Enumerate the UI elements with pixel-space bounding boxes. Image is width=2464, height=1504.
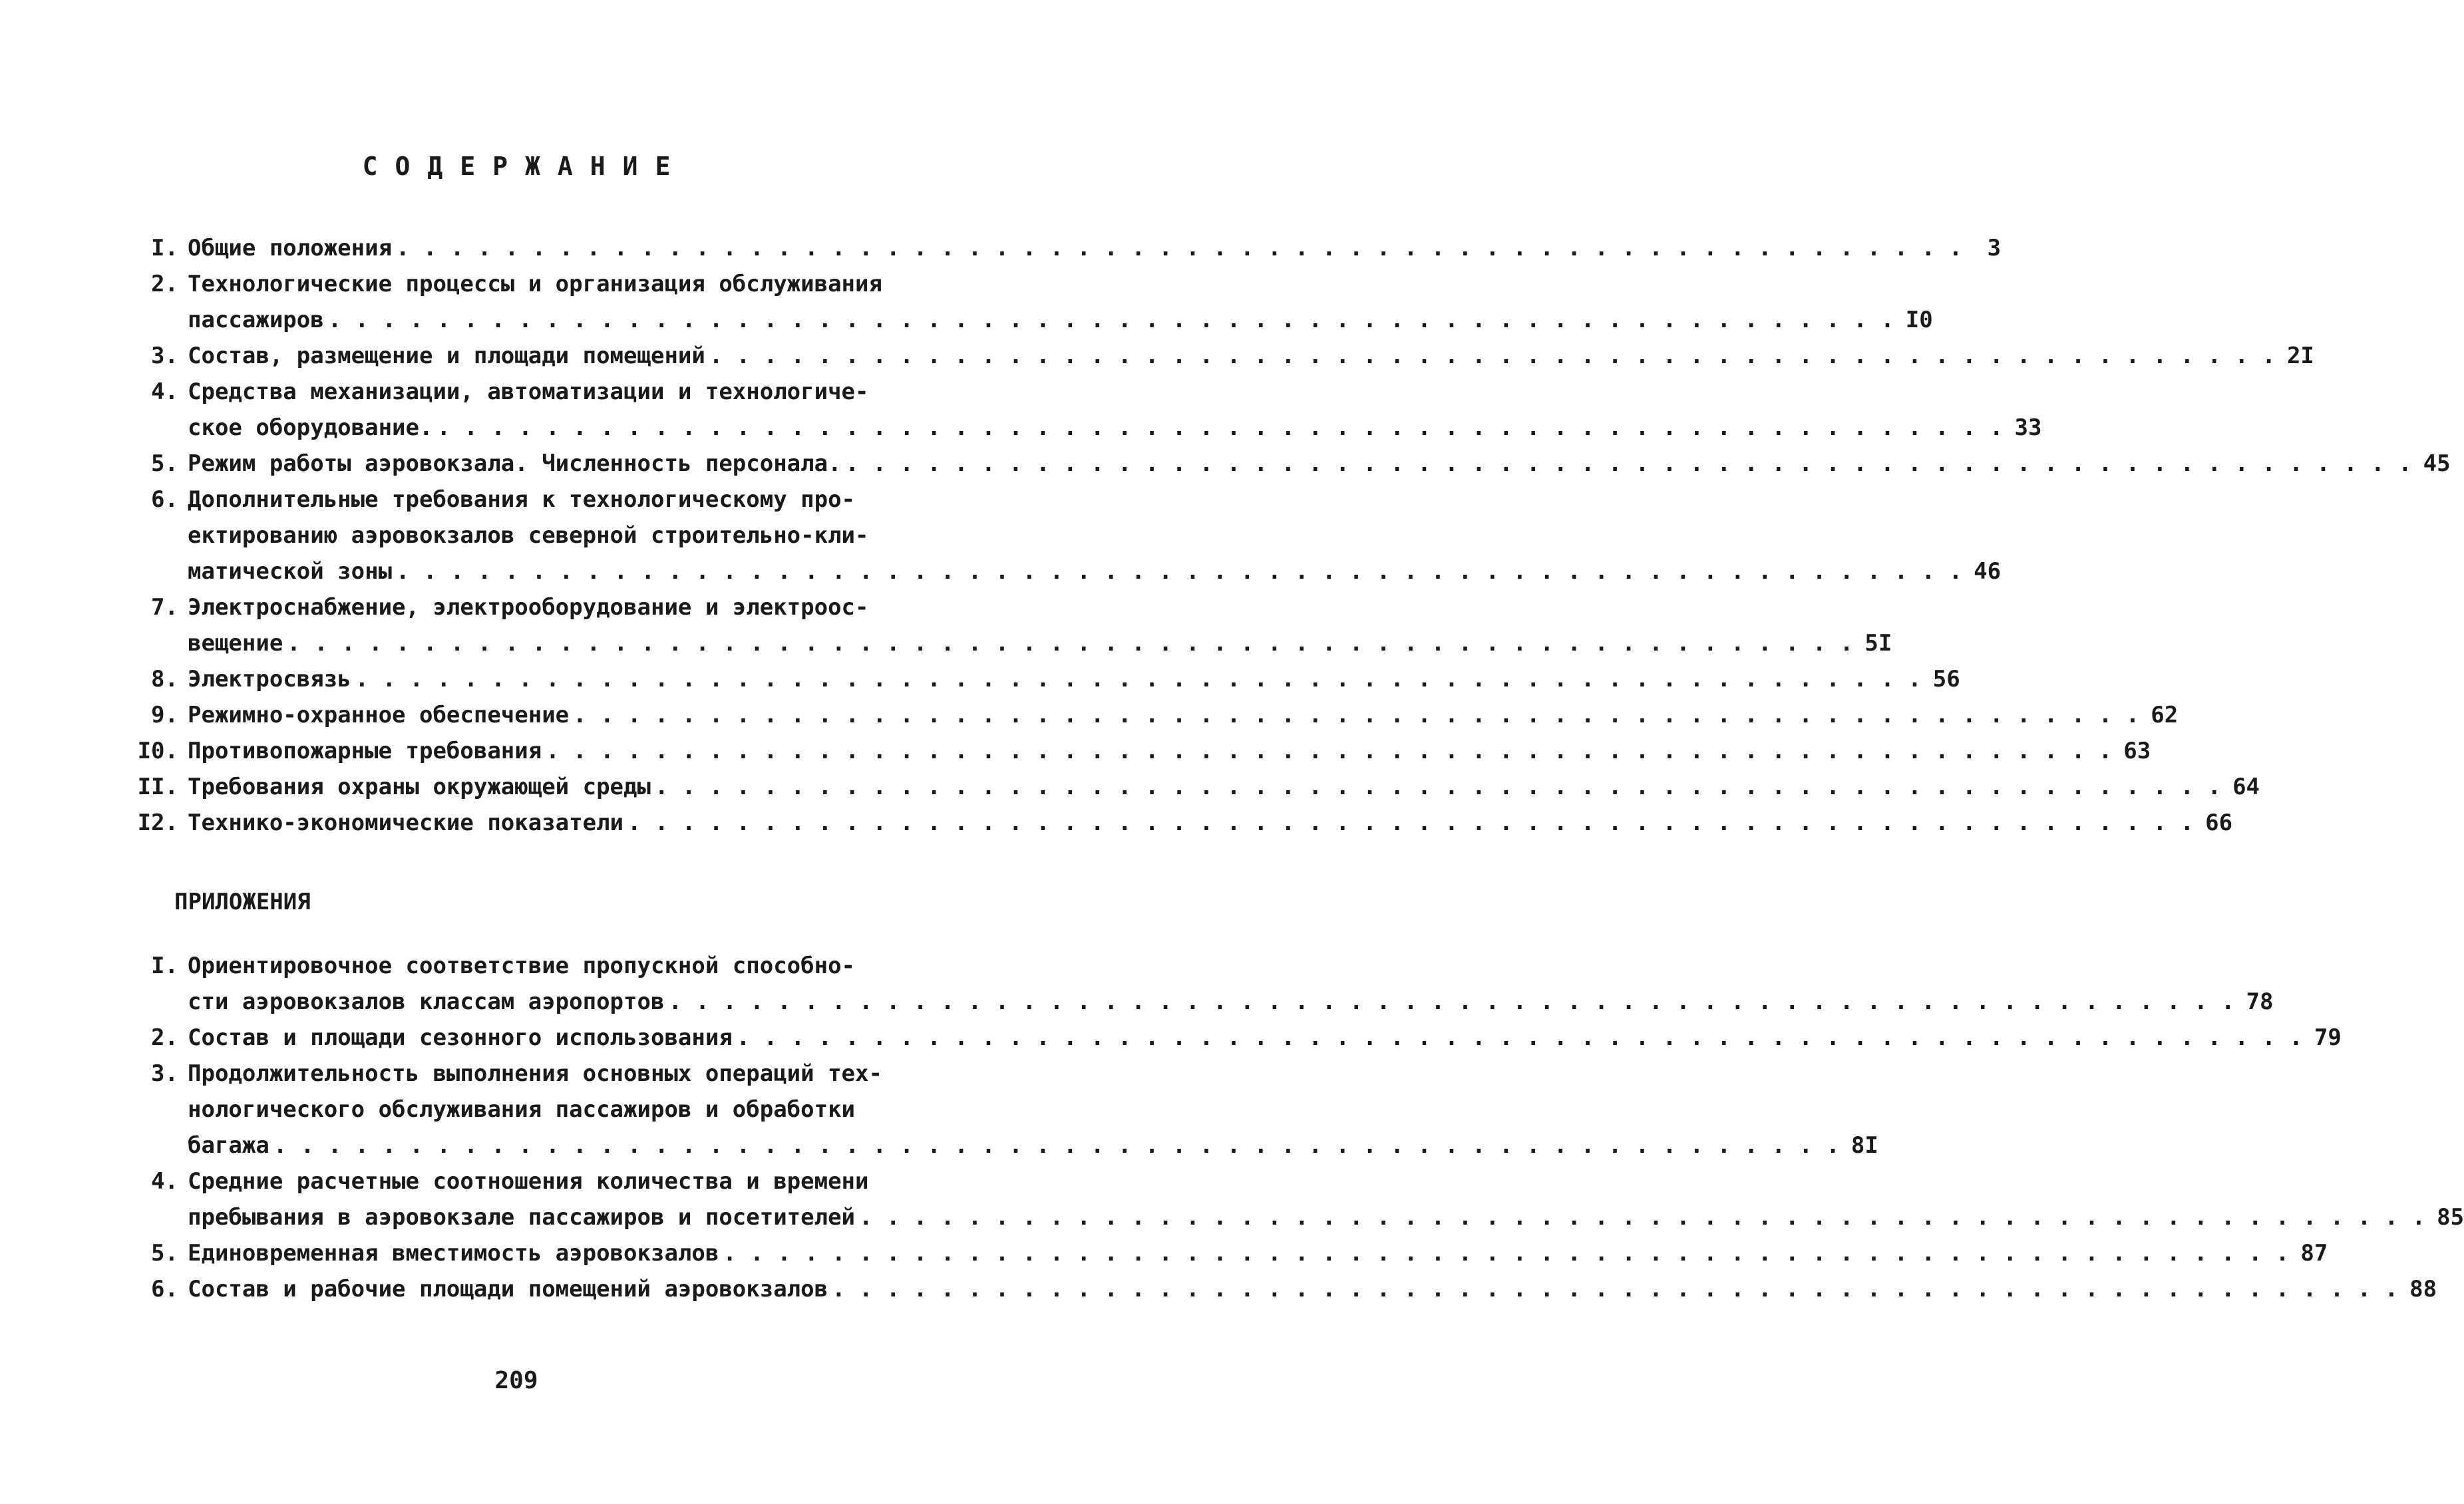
entry-number: I.	[151, 235, 178, 261]
entry-body	[178, 1020, 2342, 1056]
entry-text-line: матической зоны	[188, 558, 393, 585]
table-of-contents	[113, 230, 2451, 841]
entry-body	[178, 1056, 1878, 1163]
entry-text-line: сти аэровокзалов классам аэропортов	[188, 988, 665, 1015]
toc-entry	[113, 374, 2042, 446]
entry-page-number: 79	[2314, 1024, 2342, 1051]
dot-leader	[542, 733, 2116, 769]
entry-last-line	[188, 625, 1892, 661]
entry-page-number: 2I	[2286, 343, 2314, 369]
dot-leader	[719, 1235, 2293, 1271]
entry-page-number: 88	[2409, 1276, 2437, 1302]
entry-number: 5.	[151, 450, 178, 477]
entry-text-line: Общие положения	[188, 235, 393, 261]
entry-page-number: 3	[1987, 235, 2002, 261]
dot-leader	[623, 805, 2198, 841]
appendix-entry	[113, 1235, 2328, 1271]
entry-number: 9.	[151, 702, 178, 728]
toc-entry	[113, 589, 1892, 661]
entry-body	[178, 769, 2260, 805]
entry-body	[178, 805, 2232, 841]
toc-entry	[113, 482, 2002, 589]
entry-page-number: 85	[2437, 1204, 2464, 1231]
entry-text-line: багажа	[188, 1132, 269, 1159]
dot-leader	[324, 302, 1898, 338]
dot-leader	[433, 410, 2007, 446]
entry-page-number: 66	[2205, 810, 2233, 836]
entry-page-number: 56	[1932, 666, 1960, 692]
entry-last-line	[188, 805, 2232, 841]
entry-number: 6.	[151, 486, 178, 513]
entry-text-line: Состав, размещение и площади помещений	[188, 343, 705, 369]
toc-entry	[113, 733, 2151, 769]
entry-number: I2.	[137, 810, 178, 836]
entry-number: 7.	[151, 594, 178, 621]
entry-page-number: 8I	[1850, 1132, 1878, 1159]
entry-text-line: Средства механизации, автоматизации и технологиче-	[188, 378, 869, 405]
entry-page-number: 33	[2014, 414, 2042, 441]
entry-last-line	[188, 1128, 1878, 1163]
entry-body	[178, 1163, 2464, 1235]
toc-entry	[113, 697, 2179, 733]
entry-body	[178, 1235, 2328, 1271]
entry-last-line	[188, 697, 2178, 733]
entry-page-number: 64	[2232, 774, 2260, 800]
dot-leader	[392, 230, 1966, 266]
dot-leader	[351, 661, 1926, 697]
entry-number: 5.	[151, 1240, 178, 1267]
entry-body	[178, 374, 2042, 446]
entry-body	[178, 482, 2001, 589]
entry-text-line: вещение	[188, 630, 283, 657]
entry-last-line	[188, 769, 2260, 805]
entry-number: 3.	[151, 1060, 178, 1087]
entry-number: 8.	[151, 666, 178, 692]
entry-text-line: Состав и рабочие площади помещений аэровокзалов	[188, 1276, 828, 1302]
entry-last-line	[188, 410, 2042, 446]
toc-entry	[113, 661, 1960, 697]
dot-leader	[733, 1020, 2307, 1056]
entry-last-line	[188, 733, 2151, 769]
entry-last-line	[188, 338, 2314, 374]
entry-body	[178, 266, 1933, 338]
entry-number: 3.	[151, 343, 178, 369]
entry-number: 2.	[151, 1024, 178, 1051]
appendix-entry	[113, 1020, 2342, 1056]
page-title: СОДЕРЖАНИЕ	[362, 152, 688, 181]
entry-body	[178, 446, 2451, 482]
entry-text-line: пребывания в аэровокзале пассажиров и посетителей	[188, 1204, 856, 1231]
entry-last-line	[188, 1235, 2328, 1271]
entry-text-line: Состав и площади сезонного использования	[188, 1024, 733, 1051]
entry-last-line	[188, 661, 1960, 697]
dot-leader	[842, 446, 2416, 482]
entry-page-number: I0	[1905, 307, 1933, 333]
appendix-entry	[113, 1271, 2437, 1307]
entry-body	[178, 697, 2178, 733]
toc-entry	[113, 230, 2002, 266]
entry-text-line: Электросвязь	[188, 666, 351, 692]
entry-text-line: ектированию аэровокзалов северной строительно-кли-	[188, 522, 869, 549]
entry-body	[178, 733, 2151, 769]
entry-text-line: Продолжительность выполнения основных операций тех-	[188, 1060, 882, 1087]
appendices-list	[113, 948, 2464, 1307]
entry-page-number: 87	[2300, 1240, 2328, 1267]
toc-entry	[113, 338, 2314, 374]
entry-number: 2.	[151, 271, 178, 297]
entry-number: 6.	[151, 1276, 178, 1302]
entry-last-line	[188, 230, 2001, 266]
entry-number: 4.	[151, 1168, 178, 1195]
page-number: 209	[494, 1367, 538, 1394]
entry-text-line: Средние расчетные соотношения количества и времени	[188, 1168, 869, 1195]
entry-page-number: 5I	[1864, 630, 1892, 657]
entry-text-line: Технико-экономические показатели	[188, 810, 624, 836]
dot-leader	[828, 1271, 2402, 1307]
entry-text-line: Режим работы аэровокзала. Численность персонала.	[188, 450, 842, 477]
entry-page-number: 62	[2151, 702, 2179, 728]
entry-page-number: 78	[2246, 988, 2274, 1015]
entry-body	[178, 1271, 2437, 1307]
entry-number: I.	[151, 953, 178, 979]
entry-last-line	[188, 1020, 2342, 1056]
entry-text-line: Электроснабжение, электрооборудование и электроос-	[188, 594, 869, 621]
entry-text-line: Противопожарные требования	[188, 738, 542, 764]
dot-leader	[664, 984, 2238, 1020]
entry-text-line: Ориентировочное соответствие пропускной способно-	[188, 953, 856, 979]
appendices-heading: ПРИЛОЖЕНИЯ	[174, 889, 311, 915]
dot-leader	[855, 1199, 2429, 1235]
entry-body	[178, 948, 2273, 1020]
entry-last-line	[188, 984, 2273, 1020]
entry-text-line: пассажиров	[188, 307, 324, 333]
dot-leader	[283, 625, 1857, 661]
toc-entry	[113, 446, 2451, 482]
entry-last-line	[188, 446, 2451, 482]
dot-leader	[705, 338, 2280, 374]
entry-page-number: 45	[2423, 450, 2451, 477]
dot-leader	[392, 553, 1966, 589]
entry-page-number: 63	[2123, 738, 2151, 764]
toc-entry	[113, 769, 2260, 805]
appendix-entry	[113, 948, 2274, 1020]
entry-body	[178, 661, 1960, 697]
entry-text-line: Режимно-охранное обеспечение	[188, 702, 570, 728]
entry-last-line	[188, 1271, 2437, 1307]
entry-last-line	[188, 553, 2001, 589]
entry-text-line: Дополнительные требования к технологическому про-	[188, 486, 856, 513]
dot-leader	[569, 697, 2143, 733]
dot-leader	[269, 1128, 1844, 1163]
entry-text-line: ское оборудование.	[188, 414, 433, 441]
entry-number: 4.	[151, 378, 178, 405]
entry-text-line: нологического обслуживания пассажиров и обработки	[188, 1096, 856, 1123]
appendix-entry	[113, 1056, 1878, 1163]
entry-page-number: 46	[1974, 558, 2002, 585]
toc-entry	[113, 266, 1933, 338]
entry-text-line: Единовременная вместимость аэровокзалов	[188, 1240, 719, 1267]
entry-last-line	[188, 302, 1933, 338]
entry-body	[178, 589, 1892, 661]
toc-entry	[113, 805, 2233, 841]
entry-number: I0.	[137, 738, 178, 764]
dot-leader	[651, 769, 2225, 805]
entry-last-line	[188, 1199, 2464, 1235]
entry-body	[178, 230, 2001, 266]
entry-body	[178, 338, 2314, 374]
appendix-entry	[113, 1163, 2464, 1235]
entry-text-line: Технологические процессы и организация обслуживания	[188, 271, 882, 297]
entry-text-line: Требования охраны окружающей среды	[188, 774, 651, 800]
entry-number: II.	[137, 774, 178, 800]
